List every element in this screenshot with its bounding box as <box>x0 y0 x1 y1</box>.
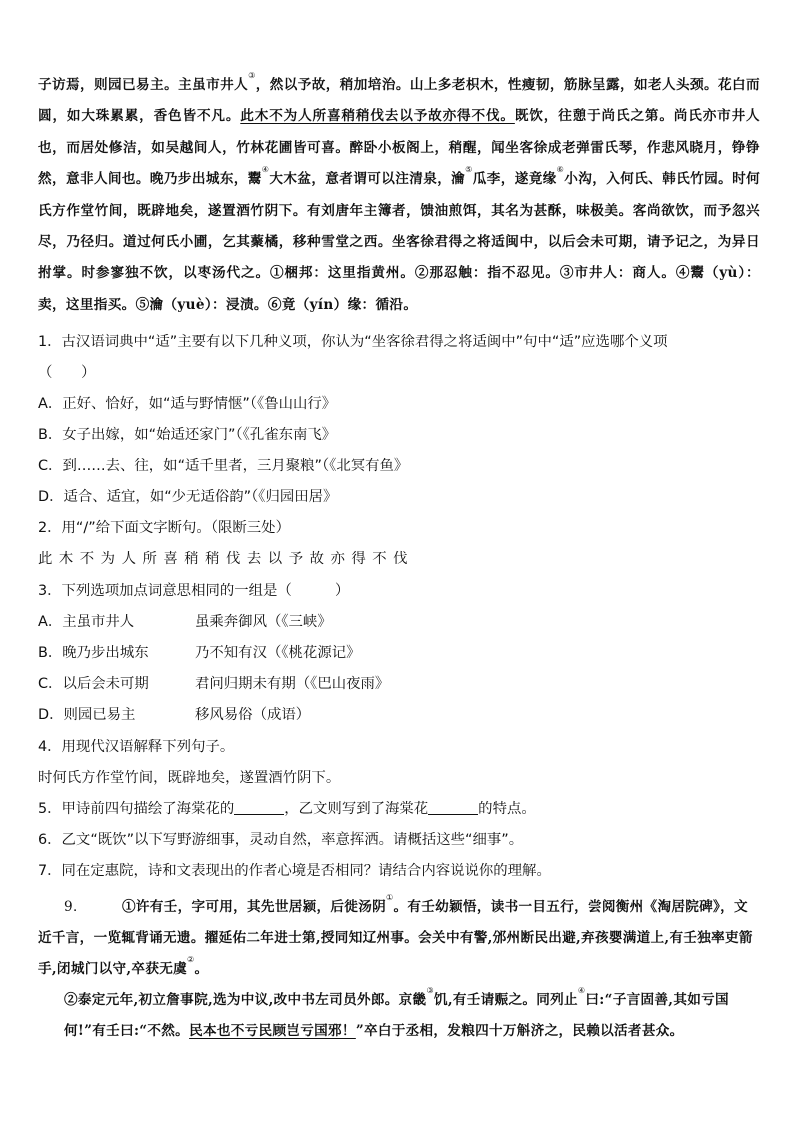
question-6: 6．乙文“既饮”以下写野游细事，灵动自然，率意挥洒。请概括这些“细事”。 <box>38 832 524 848</box>
passage-text: 瓜李，遂竟缘 <box>472 171 557 188</box>
question-3-option-c <box>38 674 389 694</box>
question-1-answer-paren: （ ） <box>38 365 96 381</box>
passage-notes: ①梱邦：这里指黄州。②那忍触：指不忍见。③市井人：商人。④鬻（yù）：卖，这里指买。⑤瀹（yuè）：浸渍。⑥竟（yín）缘：循沿。 <box>38 265 760 313</box>
option-left: D．则园已易主 <box>38 707 136 723</box>
question-3-option-d <box>38 705 310 725</box>
passage-text: 子访焉，则园已易主。主虽市井人 <box>38 77 249 93</box>
passage-text: 饥,有壬请赈之。同列止 <box>433 992 578 1008</box>
footnote-marker: ⑥ <box>556 165 565 175</box>
option-right: 乃不知有汉（《桃花源记》 <box>195 645 361 661</box>
passage-text: 曰:“子言固善,其如亏国何!”有壬曰:“不然。 <box>64 992 729 1039</box>
footnote-marker: ① <box>385 893 394 902</box>
underlined-sentence: 此木不为人所喜稍稍伐去以予故亦得不伐。 <box>240 108 515 125</box>
option-left: C．以后会未可期 <box>38 676 149 692</box>
classical-passage-text <box>38 70 760 321</box>
passage-2-paragraph-1 <box>38 892 760 985</box>
footnote-marker: ⑤ <box>465 165 473 175</box>
question-1-option-d: D．适合、适宜，如“少无适俗韵”（《归园田居》 <box>38 489 338 505</box>
question-1-option-b: B．女子出嫁，如“始适还家门”（《孔雀东南飞》 <box>38 427 337 443</box>
passage-text: 既饮，往憩于尚氏之第。尚氏亦市井人也，而居处修洁，如吴越间人，竹林花圃皆可喜。醉卧小板阁上，稍醒，闻坐客徐成老弹雷氏琴，作悲风晓月，铮铮然，意非人间也。晚乃步出城东，鬻 <box>38 108 760 188</box>
footnote-marker: ③ <box>248 71 256 80</box>
question-1: 1．古汉语词典中“适”主要有以下几种义项，你认为“坐客徐君得之将适闽中”句中“适”应选哪个义项 <box>38 334 668 350</box>
question-5-part: 的特点。 <box>478 801 536 817</box>
question-3-option-b <box>38 643 361 663</box>
footnote-marker: ③ <box>426 986 434 995</box>
passage-2-paragraph-2 <box>38 985 760 1047</box>
question-4: 4．用现代汉语解释下列句子。 <box>38 739 235 755</box>
question-5-part: ，乙文则写到了海棠花 <box>284 801 429 817</box>
classical-passage-2 <box>38 892 760 1047</box>
passage-text: ”卒白于丞相，发粮四十万斛济之，民赖以活者甚众。 <box>355 1023 684 1039</box>
question-number: 9． <box>64 899 87 915</box>
underlined-sentence: 民本也不亏民顾岂亏国邪！ <box>189 1023 356 1039</box>
footnote-marker: ④ <box>577 986 586 995</box>
question-5-part: 5．甲诗前四句描绘了海棠花的 <box>38 801 235 817</box>
answer-blank[interactable] <box>234 800 284 815</box>
option-right: 移风易俗（成语） <box>195 707 311 723</box>
answer-blank[interactable] <box>428 800 478 815</box>
question-2: 2．用“/”给下面文字断句。（限断三处） <box>38 520 290 536</box>
option-left: A．主虽市井人 <box>38 614 135 630</box>
question-4-text: 时何氏方作堂竹间，既辟地矣，遂置酒竹阴下。 <box>38 770 341 786</box>
passage-text: ，然以予故，稍加培治。山上多老枳木，性瘦韧，筋脉呈露，如老人头颈。花白而圆，如大珠累累，香色皆不凡。 <box>38 77 760 125</box>
question-3-option-a <box>38 612 332 632</box>
question-2-text: 此木不为人所喜稍稍伐去以予故亦得不伐 <box>38 551 415 567</box>
question-7: 7．同在定惠院，诗和文表现出的作者心境是否相同？请结合内容说说你的理解。 <box>38 863 551 879</box>
question-3: 3．下列选项加点词意思相同的一组是（ ） <box>38 583 350 599</box>
footnote-marker: ② <box>187 955 195 964</box>
footnote-marker: ④ <box>261 165 270 175</box>
option-left: B．晚乃步出城东 <box>38 645 149 661</box>
passage-text: ①许有壬，字可用，其先世居颍，后徙汤阴 <box>122 899 386 915</box>
passage-text: 小沟，入何氏、韩氏竹园。时何氏方作堂竹间，既辟地矣，遂置酒竹阴下。有刘唐年主簿者，馈油煎饵，其名为甚酥，味极美。客尚欲饮，而予忽兴尽，乃径归。道过何氏小圃，乞其藂橘，移种雪堂之西。坐客徐君得之将适闽中，以后会未可期，请予记之，为异日拊掌。时参寥独不饮，以枣汤代之。 <box>38 171 761 282</box>
question-1-option-a: A．正好、恰好，如“适与野情惬”（《鲁山山行》 <box>38 396 337 412</box>
question-5 <box>38 799 536 819</box>
passage-text: ②泰定元年,初立詹事院,选为中议,改中书左司员外郎。京畿 <box>64 992 427 1008</box>
passage-text: 大木盆，意者谓可以注清泉，瀹 <box>269 171 466 188</box>
passage-text: 。有壬幼颖悟，读书一目五行，尝阅衡州《淘居院碑》，文近千言，一览辄背诵无遗。擢延佑二年进士第,授同知辽州事。会关中有警,邠州断民出避,弃孩婴满道上,有壬独率吏箭手,闭城门以守,卒获无虞 <box>38 899 753 977</box>
option-right: 君问归期未有期（《巴山夜雨》 <box>195 676 390 692</box>
passage-text: 。 <box>194 961 209 977</box>
question-1-option-c: C．到……去、往，如“适千里者，三月聚粮”（《北冥有鱼》 <box>38 458 409 474</box>
option-right: 虽乘奔御风（《三峡》 <box>195 614 332 630</box>
